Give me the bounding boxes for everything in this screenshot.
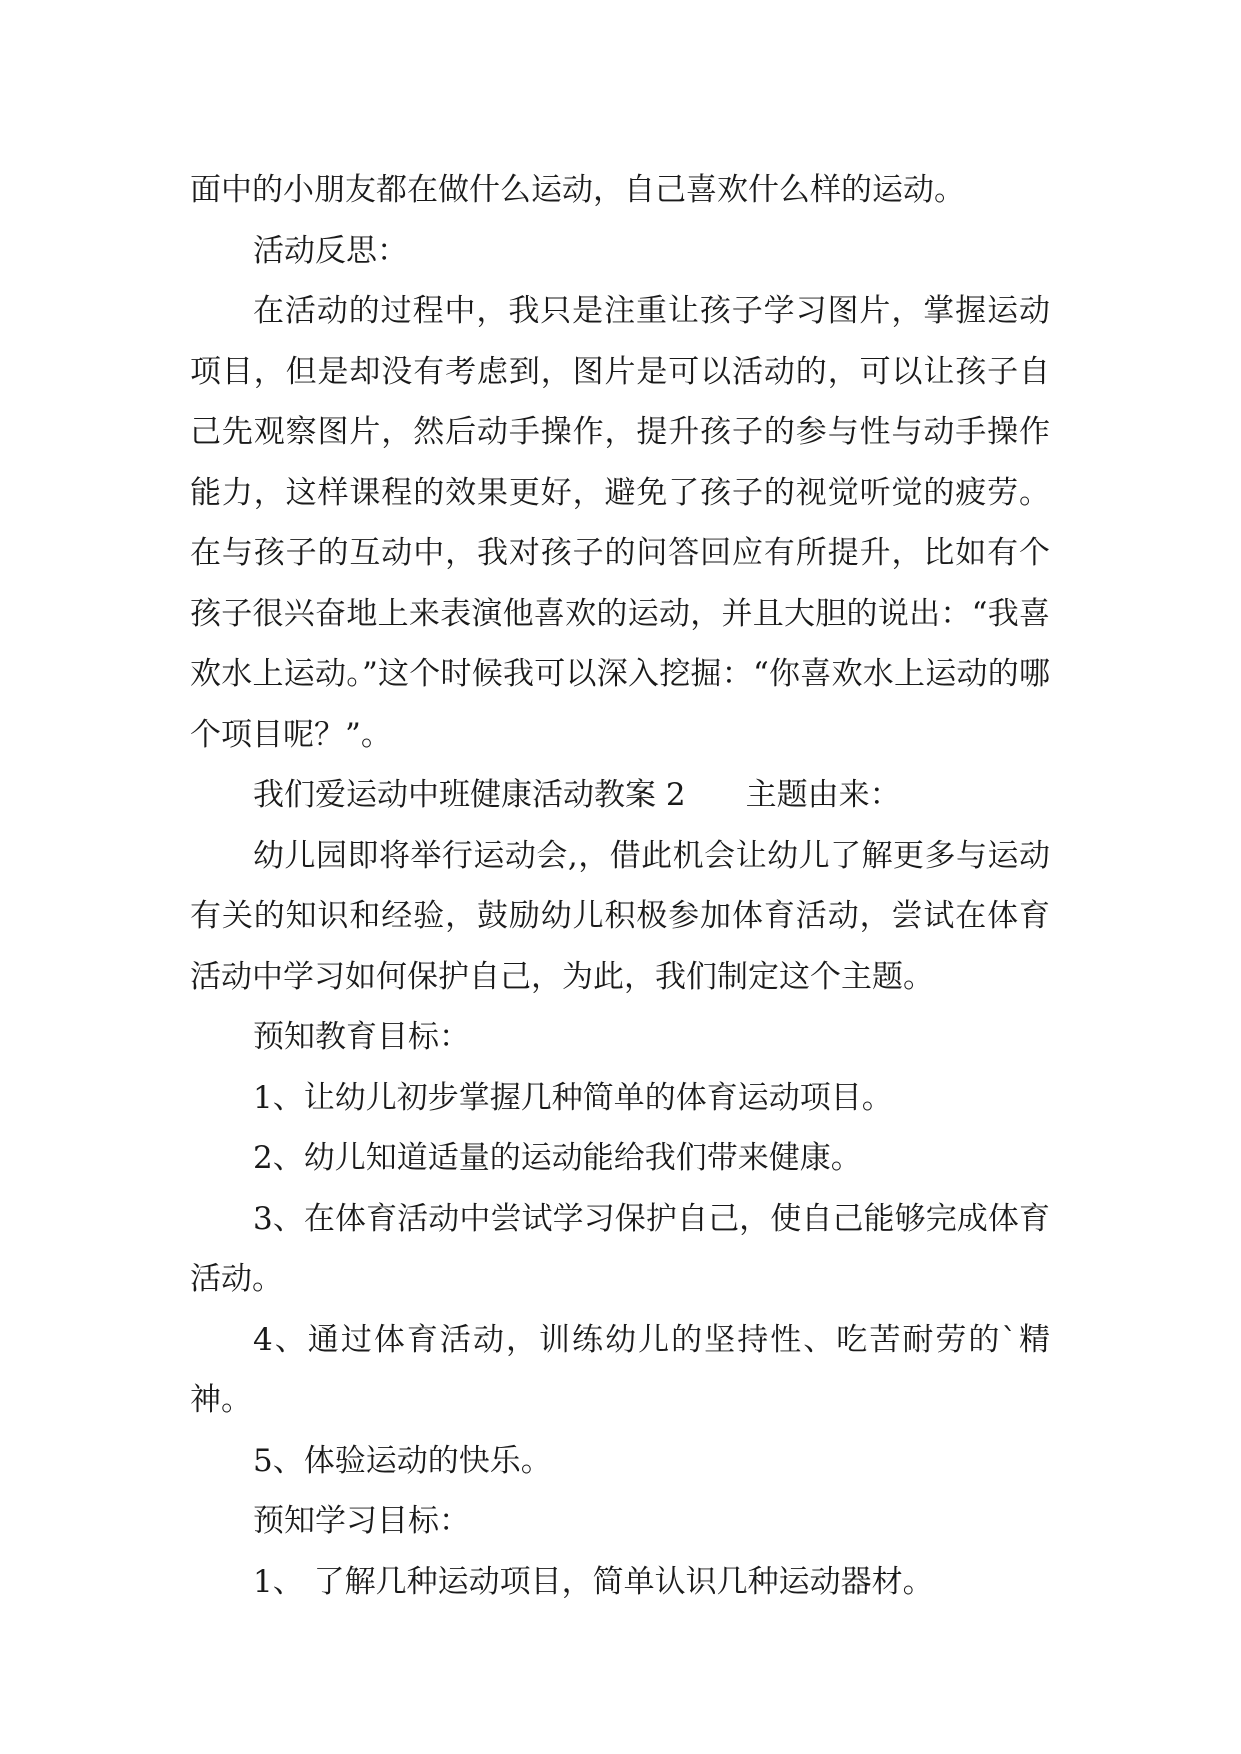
paragraph-lesson-title xyxy=(190,765,1050,826)
paragraph-theme-origin: 幼儿园即将举行运动会,，借此机会让幼儿了解更多与运动有关的知识和经验，鼓励幼儿积极参加体育活动，尝试在体育活动中学习如何保护自己，为此，我们制定这个主题。 xyxy=(190,837,1050,995)
lesson-plan-title: 我们爱运动中班健康活动教案 2 xyxy=(253,777,686,813)
theme-origin-heading: 主题由来： xyxy=(745,777,901,813)
paragraph-continuation: 面中的小朋友都在做什么运动，自己喜欢什么样的运动。 xyxy=(190,172,965,208)
document-body xyxy=(190,160,1050,1612)
heading-education-goals: 预知教育目标： xyxy=(253,1019,470,1055)
list-item-education-goal-3: 3、在体育活动中尝试学习保护自己，使自己能够完成体育活动。 xyxy=(190,1200,1050,1297)
list-item-learning-goal-1: 1、 了解几种运动项目，简单认识几种运动器材。 xyxy=(253,1563,934,1600)
list-item-education-goal-4: 4、通过体育活动，训练幼儿的坚持性、吃苦耐劳的`精神。 xyxy=(190,1321,1050,1418)
list-item-education-goal-1: 1、让幼儿初步掌握几种简单的体育运动项目。 xyxy=(253,1079,893,1116)
paragraph-reflection-body: 在活动的过程中，我只是注重让孩子学习图片，掌握运动项目，但是却没有考虑到，图片是可以活动的，可以让孩子自己先观察图片，然后动手操作，提升孩子的参与性与动手操作能力，这样课程的效果更好，避免了孩子的视觉听觉的疲劳。在与孩子的互动中，我对孩子的问答回应有所提升，比如有个孩子很兴奋地上来表演他喜欢的运动，并且大胆的说出：“我喜欢水上运动。”这个时候我可以深入挖掘：“你喜欢水上运动的哪个项目呢？”。 xyxy=(190,293,1050,753)
list-item-education-goal-5: 5、体验运动的快乐。 xyxy=(253,1442,552,1479)
heading-activity-reflection: 活动反思： xyxy=(253,232,408,269)
heading-learning-goals: 预知学习目标： xyxy=(253,1503,470,1539)
list-item-education-goal-2: 2、幼儿知道适量的运动能给我们带来健康。 xyxy=(253,1140,862,1176)
